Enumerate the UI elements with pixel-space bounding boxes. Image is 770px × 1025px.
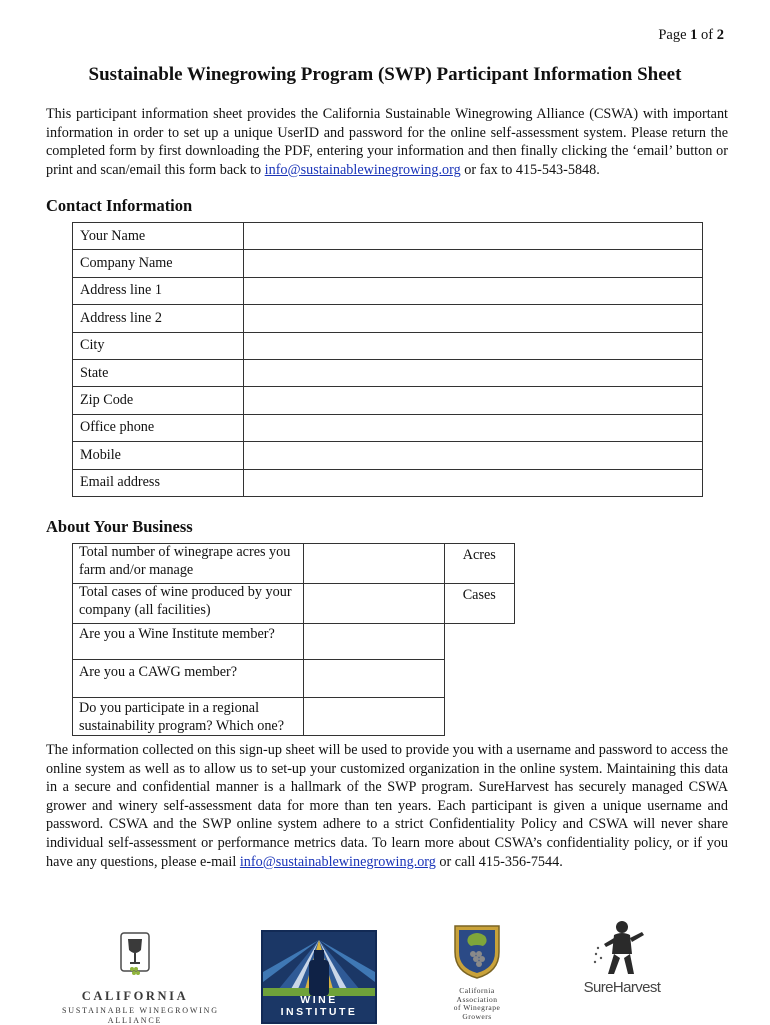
cswa-logo	[62, 932, 219, 1025]
question-regional-program: Do you participate in a regional sustainability program? Which one?	[73, 698, 304, 736]
contact-row	[73, 305, 703, 332]
regional-program-input[interactable]	[303, 698, 444, 736]
question-winegrape-acres: Total number of winegrape acres you farm and/or manage	[73, 544, 304, 584]
city-input[interactable]	[244, 332, 703, 359]
company-name-input[interactable]	[244, 250, 703, 277]
cawg-text	[439, 987, 515, 1021]
contact-label-company-name: Company Name	[73, 250, 244, 277]
contact-row	[73, 250, 703, 277]
wine-bottle-icon	[263, 932, 375, 996]
business-table	[72, 543, 515, 736]
wine-institute-text	[263, 994, 375, 1018]
business-heading: About Your Business	[46, 517, 193, 536]
cawg-line3: of Winegrape	[453, 1003, 501, 1013]
contact-row	[73, 442, 703, 469]
contact-label-mobile: Mobile	[73, 442, 244, 469]
question-wine-cases: Total cases of wine produced by your company (all facilities)	[73, 584, 304, 624]
partner-logos	[0, 918, 770, 1024]
intro-text: This participant information sheet provides the California Sustainable Winegrowing Alliance (CSWA) with important information in order to set up a unique UserID and password for the online self-assessment system. Please return the completed form by first downloading the PDF, entering your information and then finally clicking the ‘email’ button or print and scan/email this form back to	[46, 106, 728, 178]
contact-label-email: Email address	[73, 469, 244, 496]
cswa-line2: SUSTAINABLE WINEGROWING	[62, 1006, 219, 1015]
business-row	[73, 544, 515, 584]
zip-code-input[interactable]	[244, 387, 703, 414]
closing-text-after: or call 415-356-7544.	[435, 853, 563, 870]
contact-label-zip-code: Zip Code	[73, 387, 244, 414]
question-wine-institute-member: Are you a Wine Institute member?	[73, 624, 304, 660]
contact-row	[73, 332, 703, 359]
address-line-1-input[interactable]	[244, 277, 703, 304]
contact-row	[73, 359, 703, 386]
unit-acres: Acres	[444, 544, 514, 584]
wine-cases-input[interactable]	[303, 584, 444, 624]
business-row	[73, 624, 515, 660]
winegrape-acres-input[interactable]	[303, 544, 444, 584]
page-prefix: Page	[658, 27, 687, 43]
state-input[interactable]	[244, 359, 703, 386]
closing-email-link[interactable]: info@sustainablewinegrowing.org	[239, 853, 436, 870]
address-line-2-input[interactable]	[244, 305, 703, 332]
contact-table	[72, 222, 703, 497]
closing-paragraph	[46, 741, 728, 871]
business-row	[73, 660, 515, 698]
wine-glass-icon	[115, 932, 155, 980]
wine-institute-member-input[interactable]	[303, 624, 444, 660]
contact-row	[73, 469, 703, 496]
contact-label-state: State	[73, 359, 244, 386]
sureharvest-logo	[580, 918, 664, 998]
cawg-member-input[interactable]	[303, 660, 444, 698]
sureharvest-name: SureHarvest	[583, 979, 661, 996]
question-cawg-member: Are you a CAWG member?	[73, 660, 304, 698]
contact-row	[73, 277, 703, 304]
business-row	[73, 698, 515, 736]
closing-text: The information collected on this sign-up sheet will be used to provide you with a username and password to access the online system as well as to allow us to set-up your customized organization in the online system. Maintaining this data in a secure and confidential manner is a hallmark of the SWP program. SureHarvest has securely managed CSWA grower and winery self-assessment data for more than ten years. Each participant is given a unique username and password. CSWA and the SWP online system adhere to a strict Confidentiality Policy and CSWA will never share individual self-assessment or performance metrics data. To learn more about CSWA’s confidentiality policy, or if you have any questions, please e-mail	[46, 742, 728, 870]
page-current: 1	[690, 27, 698, 43]
cswa-line3: ALLIANCE	[107, 1016, 163, 1025]
wine-institute-logo	[261, 930, 377, 1024]
your-name-input[interactable]	[244, 223, 703, 250]
cawg-logo	[439, 922, 515, 1024]
farmer-sowing-icon	[592, 918, 652, 976]
page-total: 2	[716, 27, 724, 43]
contact-label-your-name: Your Name	[73, 223, 244, 250]
intro-paragraph	[46, 105, 728, 179]
page-number	[658, 27, 724, 44]
page-title: Sustainable Winegrowing Program (SWP) Participant Information Sheet	[88, 64, 682, 85]
business-row	[73, 584, 515, 624]
wine-institute-line1: WINE	[300, 994, 338, 1006]
contact-label-city: City	[73, 332, 244, 359]
contact-row	[73, 414, 703, 441]
grape-leaf-shield-icon	[449, 922, 505, 980]
cswa-line1: CALIFORNIA	[81, 989, 189, 1003]
contact-label-address-1: Address line 1	[73, 277, 244, 304]
intro-text-after: or fax to 415-543-5848.	[460, 161, 600, 178]
cawg-line1: California	[459, 986, 495, 995]
office-phone-input[interactable]	[244, 414, 703, 441]
mobile-input[interactable]	[244, 442, 703, 469]
intro-email-link[interactable]: info@sustainablewinegrowing.org	[264, 161, 461, 178]
page-of-label: of	[701, 27, 714, 43]
contact-row	[73, 223, 703, 250]
email-address-input[interactable]	[244, 469, 703, 496]
cawg-line4: Growers	[462, 1011, 492, 1021]
contact-label-office-phone: Office phone	[73, 414, 244, 441]
contact-heading: Contact Information	[46, 196, 193, 215]
cawg-line2: Association	[456, 994, 498, 1004]
wine-institute-line2: INSTITUTE	[280, 1006, 358, 1018]
contact-row	[73, 387, 703, 414]
contact-label-address-2: Address line 2	[73, 305, 244, 332]
unit-cases: Cases	[444, 584, 514, 624]
